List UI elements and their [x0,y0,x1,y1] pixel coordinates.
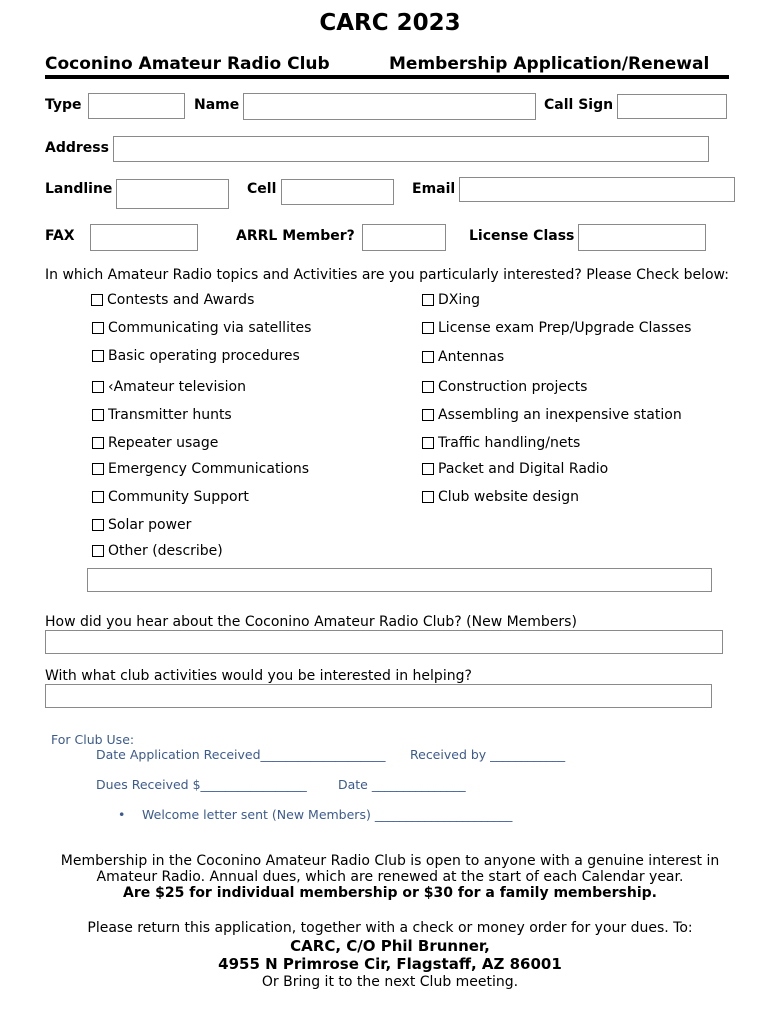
call-sign-field[interactable] [617,94,727,119]
club-use-heading: For Club Use: [51,732,135,747]
fax-field[interactable] [90,224,198,251]
topic-checkbox[interactable]: Transmitter hunts [92,407,232,423]
checkbox-square [422,351,434,363]
topic-checkbox[interactable]: ‹Amateur television [92,379,246,395]
landline-label: Landline [45,181,113,197]
topic-checkbox[interactable]: Communicating via satellites [92,320,311,336]
license-class-field[interactable] [578,224,706,251]
cell-label: Cell [247,181,277,197]
checkbox-square [92,437,104,449]
help-question: With what club activities would you be interested in helping? [45,668,472,684]
address-field[interactable] [113,136,709,162]
topic-checkbox[interactable]: DXing [422,292,480,308]
topics-question: In which Amateur Radio topics and Activities are you particularly interested? Please Check below: [45,267,729,283]
checkbox-square [92,322,104,334]
checkbox-square [92,491,104,503]
topic-checkbox[interactable]: Emergency Communications [92,461,309,477]
topic-checkbox[interactable]: Community Support [92,489,249,505]
license-class-label: License Class [469,228,575,244]
hear-question: How did you hear about the Coconino Amateur Radio Club? (New Members) [45,614,577,630]
topic-checkbox[interactable]: Club website design [422,489,579,505]
footer-address-street: 4955 N Primrose Cir, Flagstaff, AZ 86001 [218,955,562,973]
dues-received-line: Dues Received $_________________ [96,777,307,792]
footer-address-name: CARC, C/O Phil Brunner, [290,937,490,955]
topic-checkbox[interactable]: Packet and Digital Radio [422,461,608,477]
landline-field[interactable] [116,179,229,209]
topic-checkbox[interactable]: Contests and Awards [91,292,254,308]
email-field[interactable] [459,177,735,202]
topic-checkbox[interactable]: Solar power [92,517,191,533]
topic-checkbox[interactable]: Antennas [422,349,504,365]
arrl-member-field[interactable] [362,224,446,251]
checkbox-square [422,294,434,306]
checkbox-square [422,437,434,449]
address-label: Address [45,140,109,156]
type-label: Type [45,97,82,113]
club-name: Coconino Amateur Radio Club [45,54,330,74]
topic-checkbox[interactable]: Traffic handling/nets [422,435,580,451]
checkbox-square [422,322,434,334]
name-field[interactable] [243,93,536,120]
checkbox-square [422,409,434,421]
checkbox-square [422,491,434,503]
bullet: • [118,807,126,822]
footer-line-2: Amateur Radio. Annual dues, which are renewed at the start of each Calendar year. [96,869,684,885]
checkbox-square [92,463,104,475]
checkbox-square [92,350,104,362]
topic-checkbox[interactable]: Construction projects [422,379,587,395]
arrl-member-label: ARRL Member? [236,228,355,244]
footer-line-4: Please return this application, together with a check or money order for your dues. To: [87,920,693,936]
help-field[interactable] [45,684,712,708]
topic-checkbox[interactable]: Basic operating procedures [92,348,300,364]
checkbox-square [422,381,434,393]
fax-label: FAX [45,228,75,244]
footer-line-1: Membership in the Coconino Amateur Radio Club is open to anyone with a genuine interest in [60,853,720,869]
checkbox-square [92,381,104,393]
topic-checkbox[interactable]: License exam Prep/Upgrade Classes [422,320,691,336]
call-sign-label: Call Sign [544,97,614,113]
topic-checkbox[interactable]: Other (describe) [92,543,223,559]
form-name: Membership Application/Renewal [389,54,710,74]
received-by-line: Received by ____________ [410,747,566,762]
other-describe-field[interactable] [87,568,712,592]
header-rule [45,75,729,79]
hear-field[interactable] [45,630,723,654]
topic-checkbox[interactable]: Assembling an inexpensive station [422,407,682,423]
checkbox-square [92,519,104,531]
welcome-letter-line: Welcome letter sent (New Members) ______________________ [142,807,513,822]
checkbox-square [91,294,103,306]
checkbox-square [92,545,104,557]
name-label: Name [194,97,240,113]
type-field[interactable] [88,93,185,119]
cell-field[interactable] [281,179,394,205]
date-line: Date _______________ [338,777,466,792]
footer-line-3: Are $25 for individual membership or $30 for a family membership. [123,885,657,901]
footer-line-7: Or Bring it to the next Club meeting. [261,974,519,990]
topic-checkbox[interactable]: Repeater usage [92,435,218,451]
checkbox-square [422,463,434,475]
page-title: CARC 2023 [319,10,461,36]
date-received-line: Date Application Received____________________ [96,747,386,762]
checkbox-square [92,409,104,421]
email-label: Email [412,181,456,197]
